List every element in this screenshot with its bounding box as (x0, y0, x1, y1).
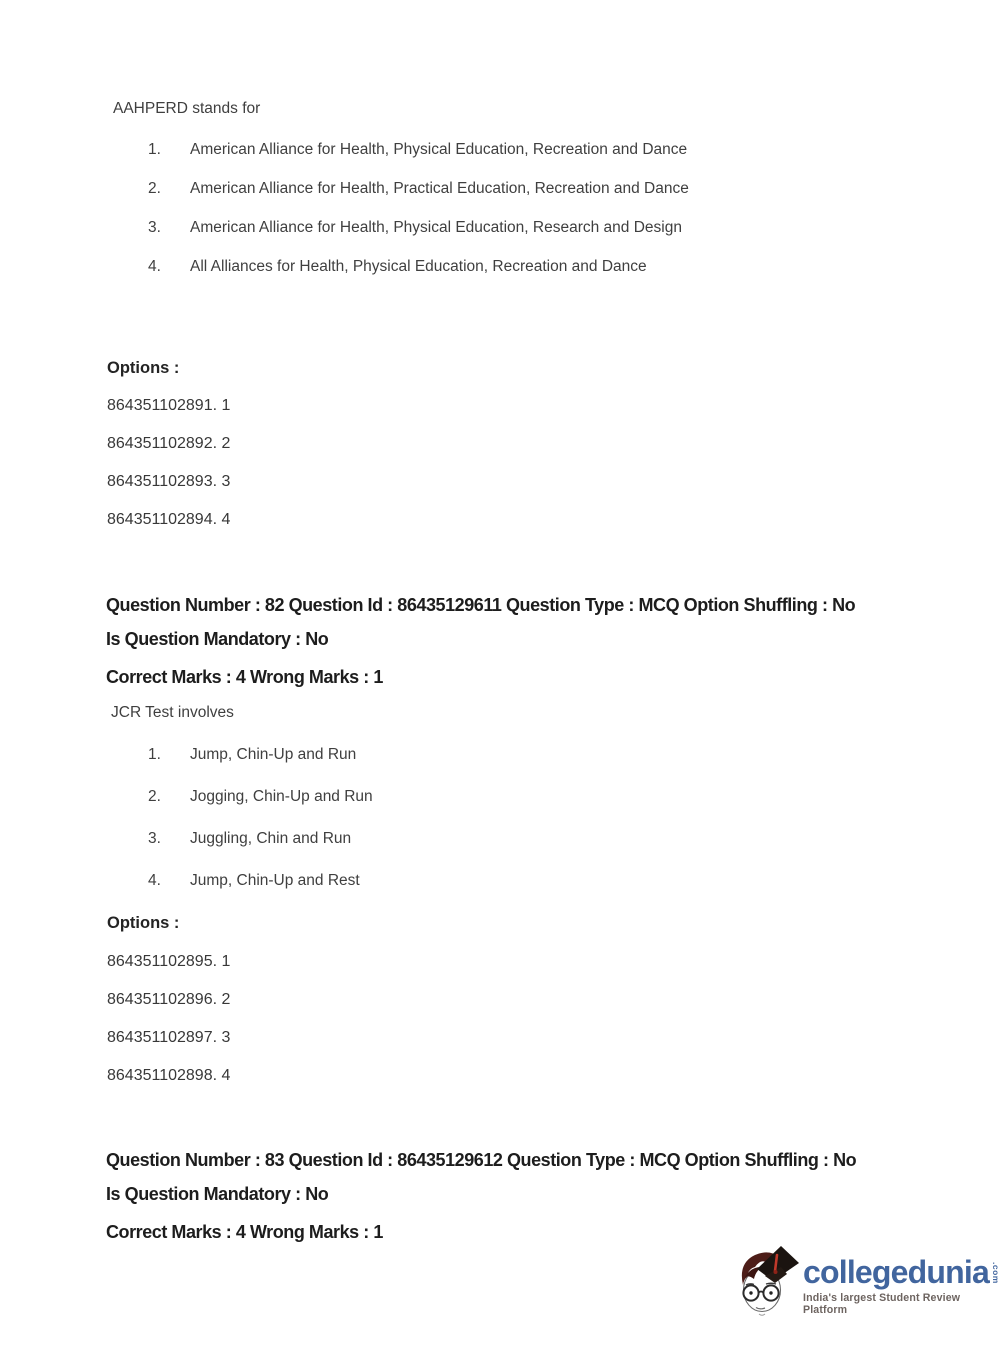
question-header-line: Correct Marks : 4 Wrong Marks : 1 (106, 1222, 383, 1242)
choice-number: 3. (148, 830, 161, 847)
question-83-header (106, 1147, 926, 1245)
logo-text-column (803, 1243, 1001, 1316)
option-id-line: 864351102898. 4 (107, 1067, 231, 1084)
choice-list-jcr (0, 744, 722, 912)
choice-text: American Alliance for Health, Physical Education, Research and Design (190, 219, 682, 236)
option-id-line: 864351102897. 3 (107, 1029, 231, 1046)
choice-item (0, 870, 722, 891)
option-id-line: 864351102896. 2 (107, 991, 231, 1008)
choice-item (0, 828, 722, 849)
choice-item (0, 139, 722, 160)
choice-text: Jump, Chin-Up and Rest (190, 872, 360, 889)
choice-number: 2. (148, 788, 161, 805)
choice-text: American Alliance for Health, Practical Education, Recreation and Dance (190, 180, 689, 197)
option-id-list (107, 953, 230, 1105)
choice-number: 2. (148, 180, 161, 197)
logo-tagline: India's largest Student Review Platform (803, 1292, 961, 1316)
choice-text: All Alliances for Health, Physical Education, Recreation and Dance (190, 258, 647, 275)
choice-text: American Alliance for Health, Physical Education, Recreation and Dance (190, 141, 688, 158)
question-header-line: Correct Marks : 4 Wrong Marks : 1 (106, 667, 383, 687)
options-label: Options : (107, 359, 180, 377)
brand-row (803, 1255, 1001, 1289)
choice-number: 4. (148, 872, 161, 889)
question-header-line: Is Question Mandatory : No (106, 1184, 329, 1204)
choice-text: Jogging, Chin-Up and Run (190, 788, 373, 805)
choice-number: 3. (148, 219, 161, 236)
choice-number: 4. (148, 258, 161, 275)
option-id-line: 864351102894. 4 (107, 511, 231, 528)
question-header-line: Question Number : 83 Question Id : 86435129612 Question Type : MCQ Option Shuffling : No (106, 1150, 857, 1170)
choice-list-aahperd (0, 139, 722, 295)
choice-item (0, 786, 722, 807)
brand-text: collegedunia (803, 1254, 989, 1290)
choice-item (0, 178, 722, 199)
choice-item (0, 217, 722, 238)
choice-text: Juggling, Chin and Run (190, 830, 352, 847)
choice-item (0, 256, 722, 277)
brand-suffix-text: .com (991, 1262, 1001, 1284)
question-header-line: Question Number : 82 Question Id : 86435129611 Question Type : MCQ Option Shuffling : No (106, 595, 856, 615)
option-id-line: 864351102891. 1 (107, 397, 231, 414)
choice-item (0, 744, 722, 765)
question-82-header (106, 592, 926, 690)
options-label: Options : (107, 914, 180, 932)
question-header-line: Is Question Mandatory : No (106, 629, 329, 649)
option-id-line: 864351102895. 1 (107, 953, 231, 970)
choice-text: Jump, Chin-Up and Run (190, 746, 357, 763)
question-text-aahperd: AAHPERD stands for (113, 100, 261, 117)
option-id-list (107, 397, 230, 549)
choice-number: 1. (148, 746, 161, 763)
collegedunia-mascot-icon (735, 1243, 799, 1319)
option-id-line: 864351102892. 2 (107, 435, 231, 452)
question-text-jcr: JCR Test involves (111, 704, 234, 721)
option-id-line: 864351102893. 3 (107, 473, 231, 490)
collegedunia-logo (735, 1243, 1001, 1319)
choice-number: 1. (148, 141, 161, 158)
